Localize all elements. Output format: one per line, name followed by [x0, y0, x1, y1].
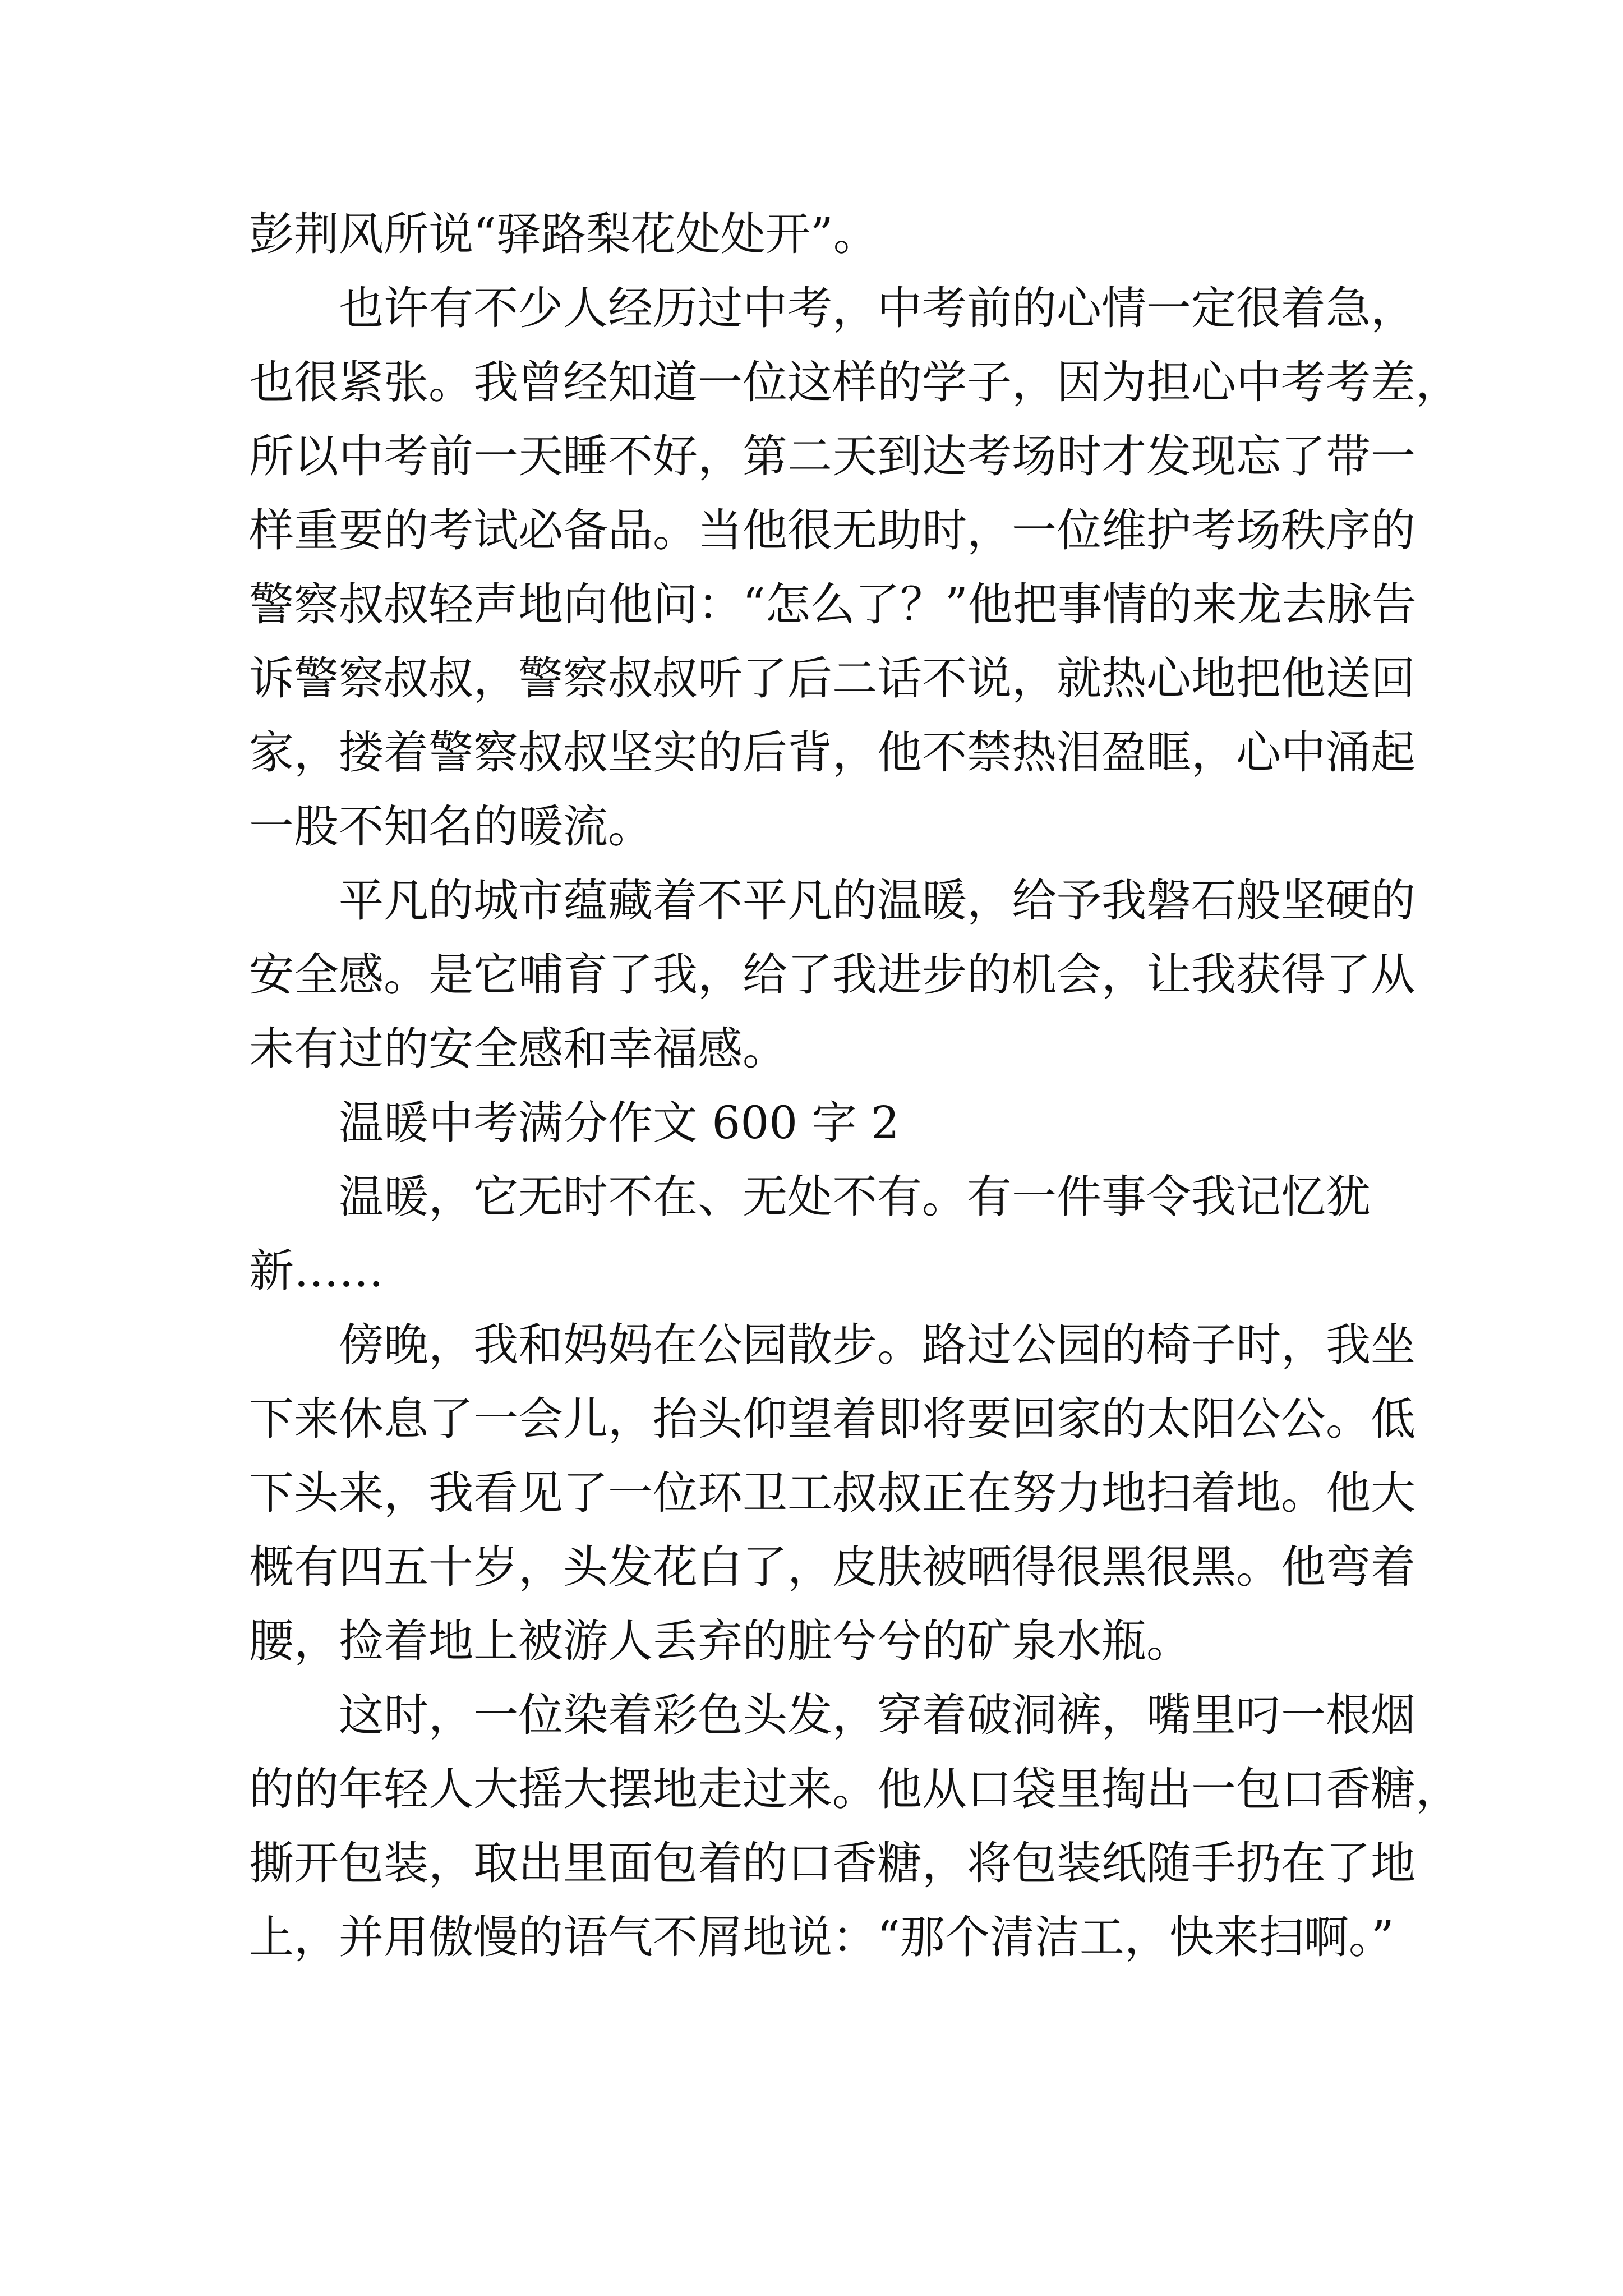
- section-heading: 温暖中考满分作文 600 字 2: [339, 1097, 900, 1149]
- paragraph-start-line: 平凡的城市蕴藏着不平凡的温暖，给予我磐石般坚硬的: [339, 875, 1415, 927]
- text-line: 警察叔叔轻声地向他问：“怎么了？”他把事情的来龙去脉告: [249, 578, 1417, 631]
- text-line: 上，并用傲慢的语气不屑地说：“那个清洁工，快来扫啊。”: [249, 1911, 1394, 1963]
- text-line: 所以中考前一天睡不好，第二天到达考场时才发现忘了带一: [249, 430, 1415, 482]
- document-body: [249, 197, 1460, 1975]
- text-line: 概有四五十岁，头发花白了，皮肤被晒得很黑很黑。他弯着: [249, 1541, 1415, 1593]
- text-line: 一股不知名的暖流。: [249, 800, 653, 853]
- text-line: 腰，捡着地上被游人丢弃的脏兮兮的矿泉水瓶。: [249, 1615, 1191, 1667]
- text-line: 新……: [249, 1245, 384, 1297]
- text-line: 彭荆风所说“驿路梨花处处开”。: [249, 208, 878, 260]
- paragraph-start-line: 温暖，它无时不在、无处不有。有一件事令我记忆犹: [339, 1171, 1371, 1223]
- text-line: 安全感。是它哺育了我，给了我进步的机会，让我获得了从: [249, 949, 1415, 1001]
- text-line: 下来休息了一会儿，抬头仰望着即将要回家的太阳公公。低: [249, 1393, 1415, 1445]
- paragraph-start-line: 这时，一位染着彩色头发，穿着破洞裤，嘴里叼一根烟: [339, 1689, 1415, 1741]
- paragraph-start-line: 傍晚，我和妈妈在公园散步。路过公园的椅子时，我坐: [339, 1319, 1415, 1371]
- text-line: 未有过的安全感和幸福感。: [249, 1023, 787, 1075]
- text-line: 撕开包装，取出里面包着的口香糖，将包装纸随手扔在了地: [249, 1837, 1415, 1889]
- text-line: 诉警察叔叔，警察叔叔听了后二话不说，就热心地把他送回: [249, 652, 1415, 705]
- paragraph-start-line: 也许有不少人经历过中考，中考前的心情一定很着急，: [339, 282, 1415, 334]
- text-line: 家，搂着警察叔叔坚实的后背，他不禁热泪盈眶，心中涌起: [249, 726, 1415, 779]
- text-line: 的的年轻人大摇大摆地走过来。他从口袋里掏出一包口香糖，: [249, 1763, 1460, 1815]
- text-line: 下头来，我看见了一位环卫工叔叔正在努力地扫着地。他大: [249, 1467, 1415, 1519]
- text-line: 样重要的考试必备品。当他很无助时，一位维护考场秩序的: [249, 504, 1415, 556]
- text-line: 也很紧张。我曾经知道一位这样的学子，因为担心中考考差，: [249, 356, 1460, 408]
